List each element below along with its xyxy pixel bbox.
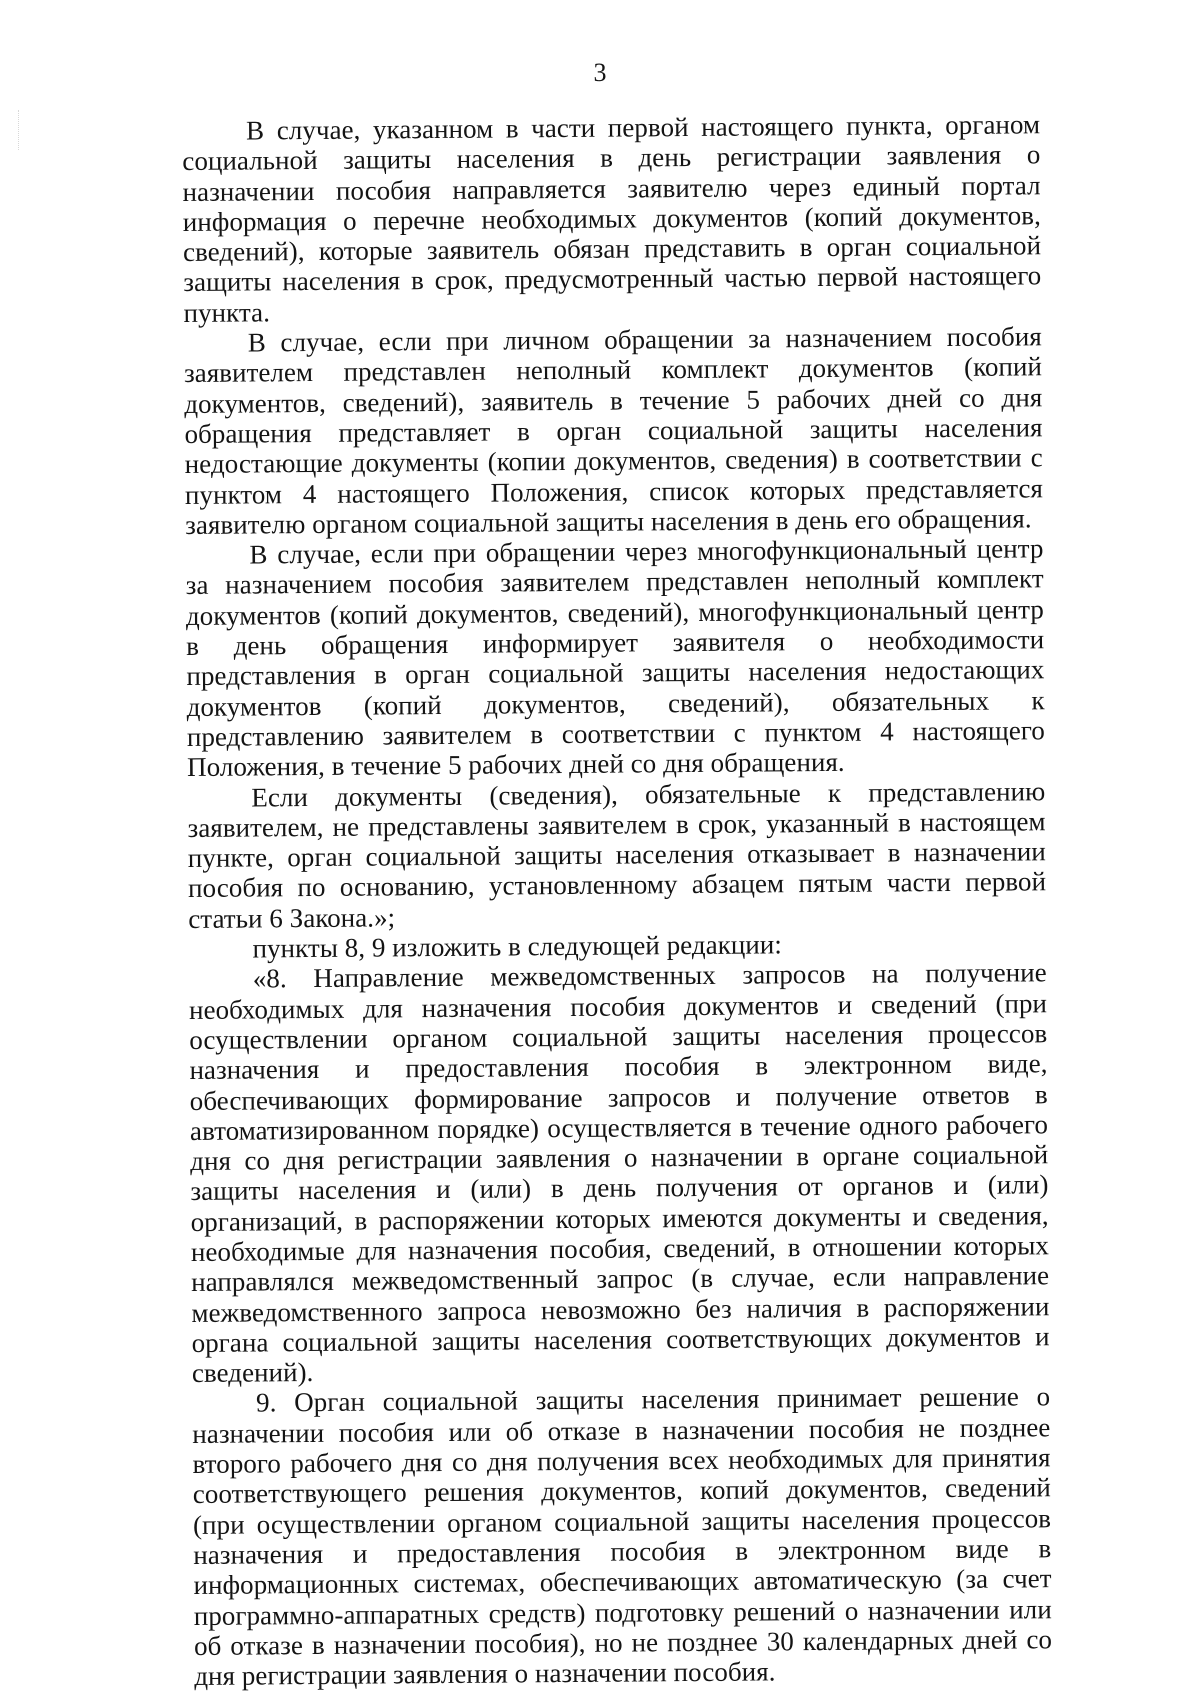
paragraph-item-9: 9. Орган социальной защиты населения принимает решение о назначении пособия или об отказе в назначении пособия не позднее второго рабочего дня со дня получения всех необходимых для принятия соответствующего решения документов, копий документов, сведений (при осуществлении органом социальной защиты населения процессов назначения и предоставления пособия в электронном виде в информационных системах, обеспечивающих автоматическую (за счет программно-аппаратных средств) подготовку решений о назначении или об отказе в назначении пособия), но не позднее 30 календарных дней со дня регистрации заявления о назначении пособия. xyxy=(192,1381,1053,1692)
paragraph-amendment-intro: пункты 8, 9 изложить в следующей редакции: xyxy=(252,929,783,964)
scan-edge-marks xyxy=(18,110,23,150)
paragraph-case-part-one: В случае, указанном в части первой настоящего пункта, органом социальной защиты населения в день регистрации заявления о назначении пособия направляется заявителю через единый портал информация о перечне необходимых документов (копий документов, сведений), которые заявитель обязан представить в орган социальной защиты населения в срок, предусмотренный частью первой настоящего пункта. xyxy=(182,109,1042,328)
paragraph-item-8: «8. Направление межведомственных запросов на получение необходимых для назначения пособия документов и сведений (при осуществлении органом социальной защиты населения процессов назначения и предоставления пособия в электронном виде, обеспечивающих формирование запросов и получение ответов в автоматизированном порядке) осуществляется в течение одного рабочего дня со дня регистрации заявления о назначении в органе социальной защиты населения и (или) в день получения от органов и (или) организаций, в распоряжении которых имеются документы и сведения, необходимые для назначения пособия, сведений, в отношении которых направлялся межведомственный запрос (в случае, если направление межведомственного запроса невозможно без наличия в распоряжении органа социальной защиты населения соответствующих документов и сведений). xyxy=(188,957,1050,1389)
document-body xyxy=(182,109,1052,1691)
paragraph-multifunctional-center: В случае, если при обращении через многофункциональный центр за назначением пособия заявителем представлен неполный комплект документов (копий документов, сведений), многофункциональный центр в день обращения информирует заявителя о необходимости представления в орган социальной защиты населения недостающих документов (копий документов, сведений), обязательных к представлению заявителем в соответствии с пунктом 4 настоящего Положения, в течение 5 рабочих дней со дня обращения. xyxy=(185,533,1045,783)
paragraph-personal-appeal: В случае, если при личном обращении за назначением пособия заявителем представлен неполный комплект документов (копий документов, сведений), заявитель в течение 5 рабочих дней со дня обращения представляет в орган социальной защиты населения недостающие документы (копии документов, сведения) в соответствии с пунктом 4 настоящего Положения, список которых представляется заявителю органом социальной защиты населения в день его обращения. xyxy=(183,321,1044,540)
page-number: 3 xyxy=(593,58,607,87)
paragraph-refusal: Если документы (сведения), обязательные к представлению заявителем, не представлены заявителем в срок, указанный в настоящем пункте, орган социальной защиты населения отказывает в назначении пособия по основанию, установленному абзацем пятым части первой статьи 6 Закона.»; xyxy=(187,775,1047,934)
